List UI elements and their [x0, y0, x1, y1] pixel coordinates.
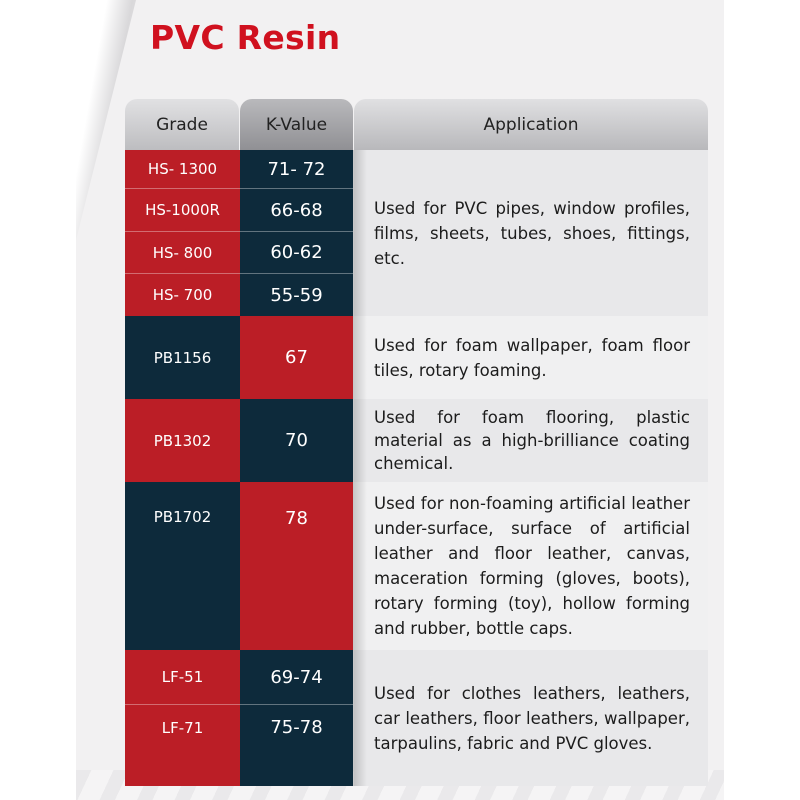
- application-cell: [354, 482, 708, 650]
- grade-cell: HS- 800: [125, 231, 240, 273]
- k-value-cell: 67: [240, 316, 353, 399]
- header-k-value: K-Value: [240, 99, 353, 150]
- application-text: Used for foam flooring, plastic material as a high-brilliance coating chemical.: [374, 408, 690, 473]
- grade-cell: LF-71: [125, 704, 240, 786]
- k-value-cell: 78: [240, 482, 353, 650]
- grade-cell: LF-51: [125, 650, 240, 704]
- k-value-cell: 71- 72: [240, 150, 353, 188]
- k-value-cell: 69-74: [240, 650, 353, 704]
- grade-cell: HS- 700: [125, 273, 240, 316]
- application-cell: [354, 316, 708, 399]
- grade-cell: PB1156: [125, 316, 240, 399]
- k-value-cell: 75-78: [240, 704, 353, 786]
- k-value-cell: 55-59: [240, 273, 353, 316]
- grade-cell: HS-1000R: [125, 188, 240, 231]
- application-text: Used for foam wallpaper, foam floor tiles, rotary foaming.: [374, 335, 690, 380]
- header-application: Application: [354, 99, 708, 150]
- application-text: Used for non-foaming artificial leather under-surface, surface of artificial leather and floor leather, canvas, maceration forming (gloves, boots), rotary forming (toy), hollow forming and rubber, bottle caps.: [374, 494, 690, 638]
- application-cell: [354, 650, 708, 786]
- k-value-cell: 60-62: [240, 231, 353, 273]
- header-grade: Grade: [125, 99, 239, 150]
- application-text: Used for clothes leathers, leathers, car leathers, floor leathers, wallpaper, tarpaulins, fabric and PVC gloves.: [374, 683, 690, 753]
- grade-cell: PB1302: [125, 399, 240, 482]
- grade-cell: PB1702: [125, 482, 240, 650]
- grade-cell: HS- 1300: [125, 150, 240, 188]
- k-value-cell: 66-68: [240, 188, 353, 231]
- page-title: PVC Resin: [150, 18, 341, 57]
- k-value-cell: 70: [240, 399, 353, 482]
- application-cell: [354, 399, 708, 482]
- application-cell: [354, 150, 708, 316]
- application-text: Used for PVC pipes, window profiles, films, sheets, tubes, shoes, fittings, etc.: [374, 198, 690, 268]
